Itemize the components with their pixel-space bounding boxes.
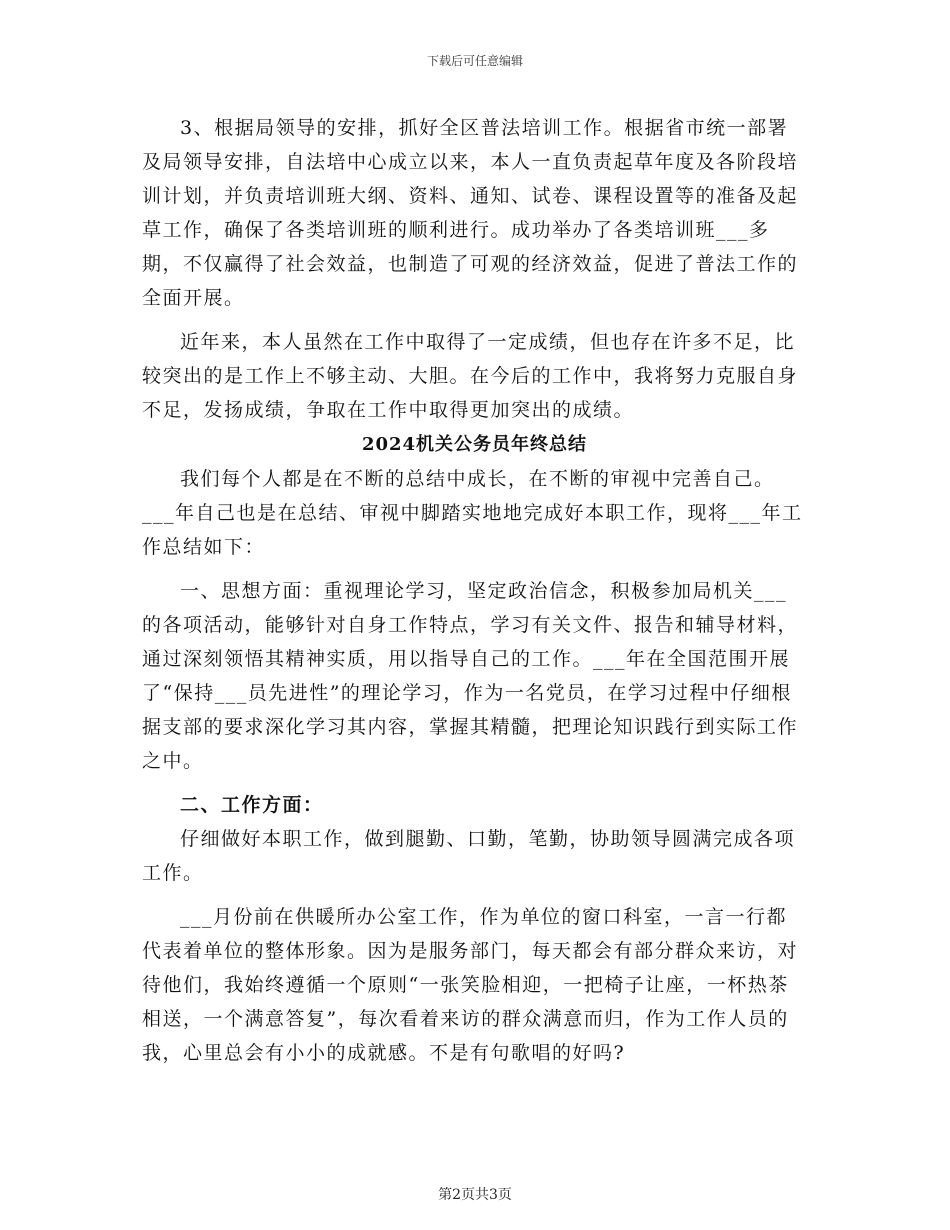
- page-footer: 第2页共3页: [438, 1187, 512, 1203]
- paragraph-shortcomings: 近年来，本人虽然在工作中取得了一定成绩，但也存在许多不足，比较突出的是工作上不够主动、大胆。在今后的工作中，我将努力克服自身不足，发扬成绩，争取在工作中取得更加突出的成绩。: [142, 331, 799, 421]
- paragraph-ideology: 一、思想方面：重视理论学习，坚定政治信念，积极参加局机关___的各项活动，能够针对自身工作特点，学习有关文件、报告和辅导材料，通过深刻领悟其精神实质，用以指导自己的工作。___年在全国范围开展了“保持___员先进性”的理论学习，作为一名党员，在学习过程中仔细根据支部的要求深化学习其内容，掌握其精髓，把理论知识践行到实际工作之中。: [142, 580, 799, 772]
- document-body: [142, 111, 807, 1070]
- page-header: 下载后可任意编辑: [426, 54, 523, 68]
- paragraph-intro: 我们每个人都是在不断的总结中成长，在不断的审视中完善自己。___年自己也是在总结、审视中脚踏实地地完成好本职工作，现将___年工作总结如下：: [142, 468, 803, 558]
- paragraph-training: 3、根据局领导的安排，抓好全区普法培训工作。根据省市统一部署及局领导安排，自法培中心成立以来，本人一直负责起草年度及各阶段培训计划，并负责培训班大纲、资料、通知、试卷、课程设置等的准备及起草工作，确保了各类培训班的顺利进行。成功举办了各类培训班___多期，不仅赢得了社会效益，也制造了可观的经济效益，促进了普法工作的全面开展。: [142, 117, 799, 309]
- paragraph-duties: 仔细做好本职工作，做到腿勤、口勤，笔勤，协助领导圆满完成各项工作。: [142, 828, 796, 884]
- heading-work: 二、工作方面：: [180, 794, 324, 816]
- section-title: 2024机关公务员年终总结: [361, 434, 588, 455]
- paragraph-office-work: ___月份前在供暖所办公室工作，作为单位的窗口科室，一言一行都代表着单位的整体形象。因为是服务部门，每天都会有部分群众来访，对待他们，我始终遵循一个原则“一张笑脸相迎，一把椅子让座，一杯热茶相送，一个满意答复”，每次看着来访的群众满意而归，作为工作人员的我，心里总会有小小的成就感。不是有句歌唱的好吗?: [142, 906, 799, 1064]
